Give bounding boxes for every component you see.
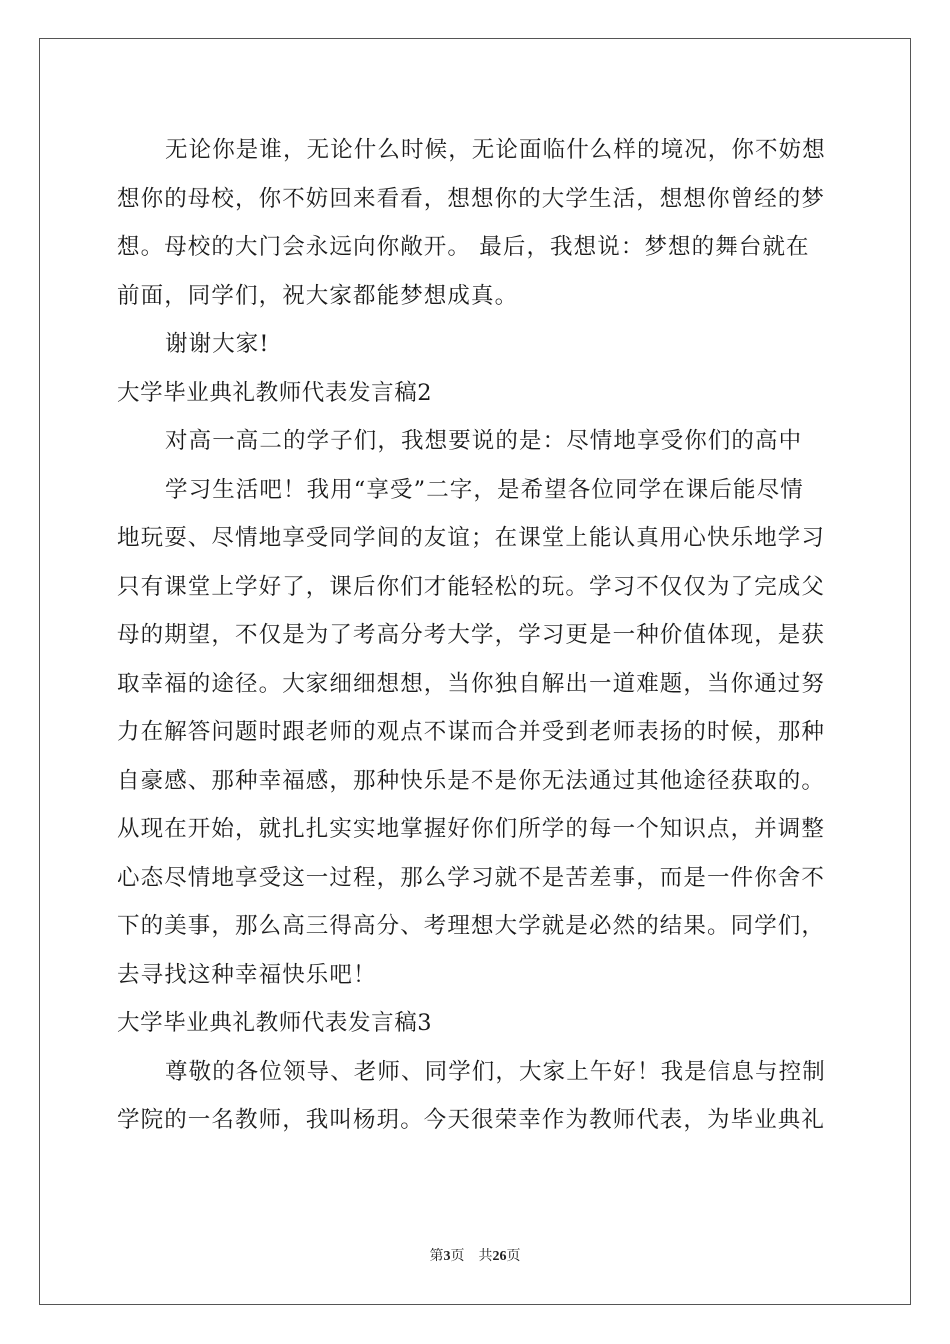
text-line: 下的美事，那么高三得高分、考理想大学就是必然的结果。同学们， — [117, 913, 826, 939]
text-line: 地玩耍、尽情地享受同学间的友谊；在课堂上能认真用心快乐地学习 — [117, 525, 826, 551]
text-line: 母的期望，不仅是为了考高分考大学，学习更是一种价值体现，是获 — [117, 622, 826, 648]
text-line: 学院的一名教师，我叫杨玥。今天很荣幸作为教师代表，为毕业典礼 — [117, 1107, 826, 1133]
text-line: 想。母校的大门会永远向你敞开。 最后，我想说：梦想的舞台就在 — [117, 234, 810, 260]
text-line: 想你的母校，你不妨回来看看，想想你的大学生活，想想你曾经的梦 — [117, 185, 826, 212]
section-heading: 大学毕业典礼教师代表发言稿2 — [117, 379, 433, 406]
text-line: 力在解答问题时跟老师的观点不谋而合并受到老师表扬的时候，那种 — [117, 719, 826, 745]
text-line: 谢谢大家! — [165, 331, 270, 357]
document-body — [117, 126, 837, 1145]
text-line: 前面，同学们，祝大家都能梦想成真。 — [117, 282, 519, 309]
text-line: 无论你是谁，无论什么时候，无论面临什么样的境况，你不妨想 — [165, 137, 826, 163]
text-line: 尊敬的各位领导、老师、同学们，大家上午好！我是信息与控制 — [165, 1058, 826, 1085]
text-line: 自豪感、那种幸福感，那种快乐是不是你无法通过其他途径获取的。 — [117, 767, 826, 794]
section-heading: 大学毕业典礼教师代表发言稿3 — [117, 1010, 433, 1036]
total-label-prefix: 共 — [478, 1248, 493, 1264]
text-line: 对高一高二的学子们，我想要说的是：尽情地享受你们的高中 — [165, 428, 803, 454]
total-page-count: 26 — [492, 1249, 507, 1264]
text-line: 去寻找这种幸福快乐吧！ — [117, 961, 377, 988]
text-line: 学习生活吧！我用“享受”二字，是希望各位同学在课后能尽情 — [165, 476, 804, 503]
total-label-suffix: 页 — [506, 1248, 521, 1264]
text-line: 从现在开始，就扎扎实实地掌握好你们所学的每一个知识点，并调整 — [117, 816, 826, 842]
text-line: 心态尽情地享受这一过程，那么学习就不是苦差事，而是一件你舍不 — [117, 864, 826, 891]
page-footer — [0, 1245, 950, 1265]
text-line: 只有课堂上学好了，课后你们才能轻松的玩。学习不仅仅为了完成父 — [117, 573, 826, 600]
text-line: 取幸福的途径。大家细细想想，当你独自解出一道难题，当你通过努 — [117, 670, 826, 697]
page-label-prefix: 第 — [429, 1248, 444, 1264]
current-page-number: 3 — [443, 1249, 451, 1264]
page-label-suffix: 页 — [450, 1248, 465, 1264]
